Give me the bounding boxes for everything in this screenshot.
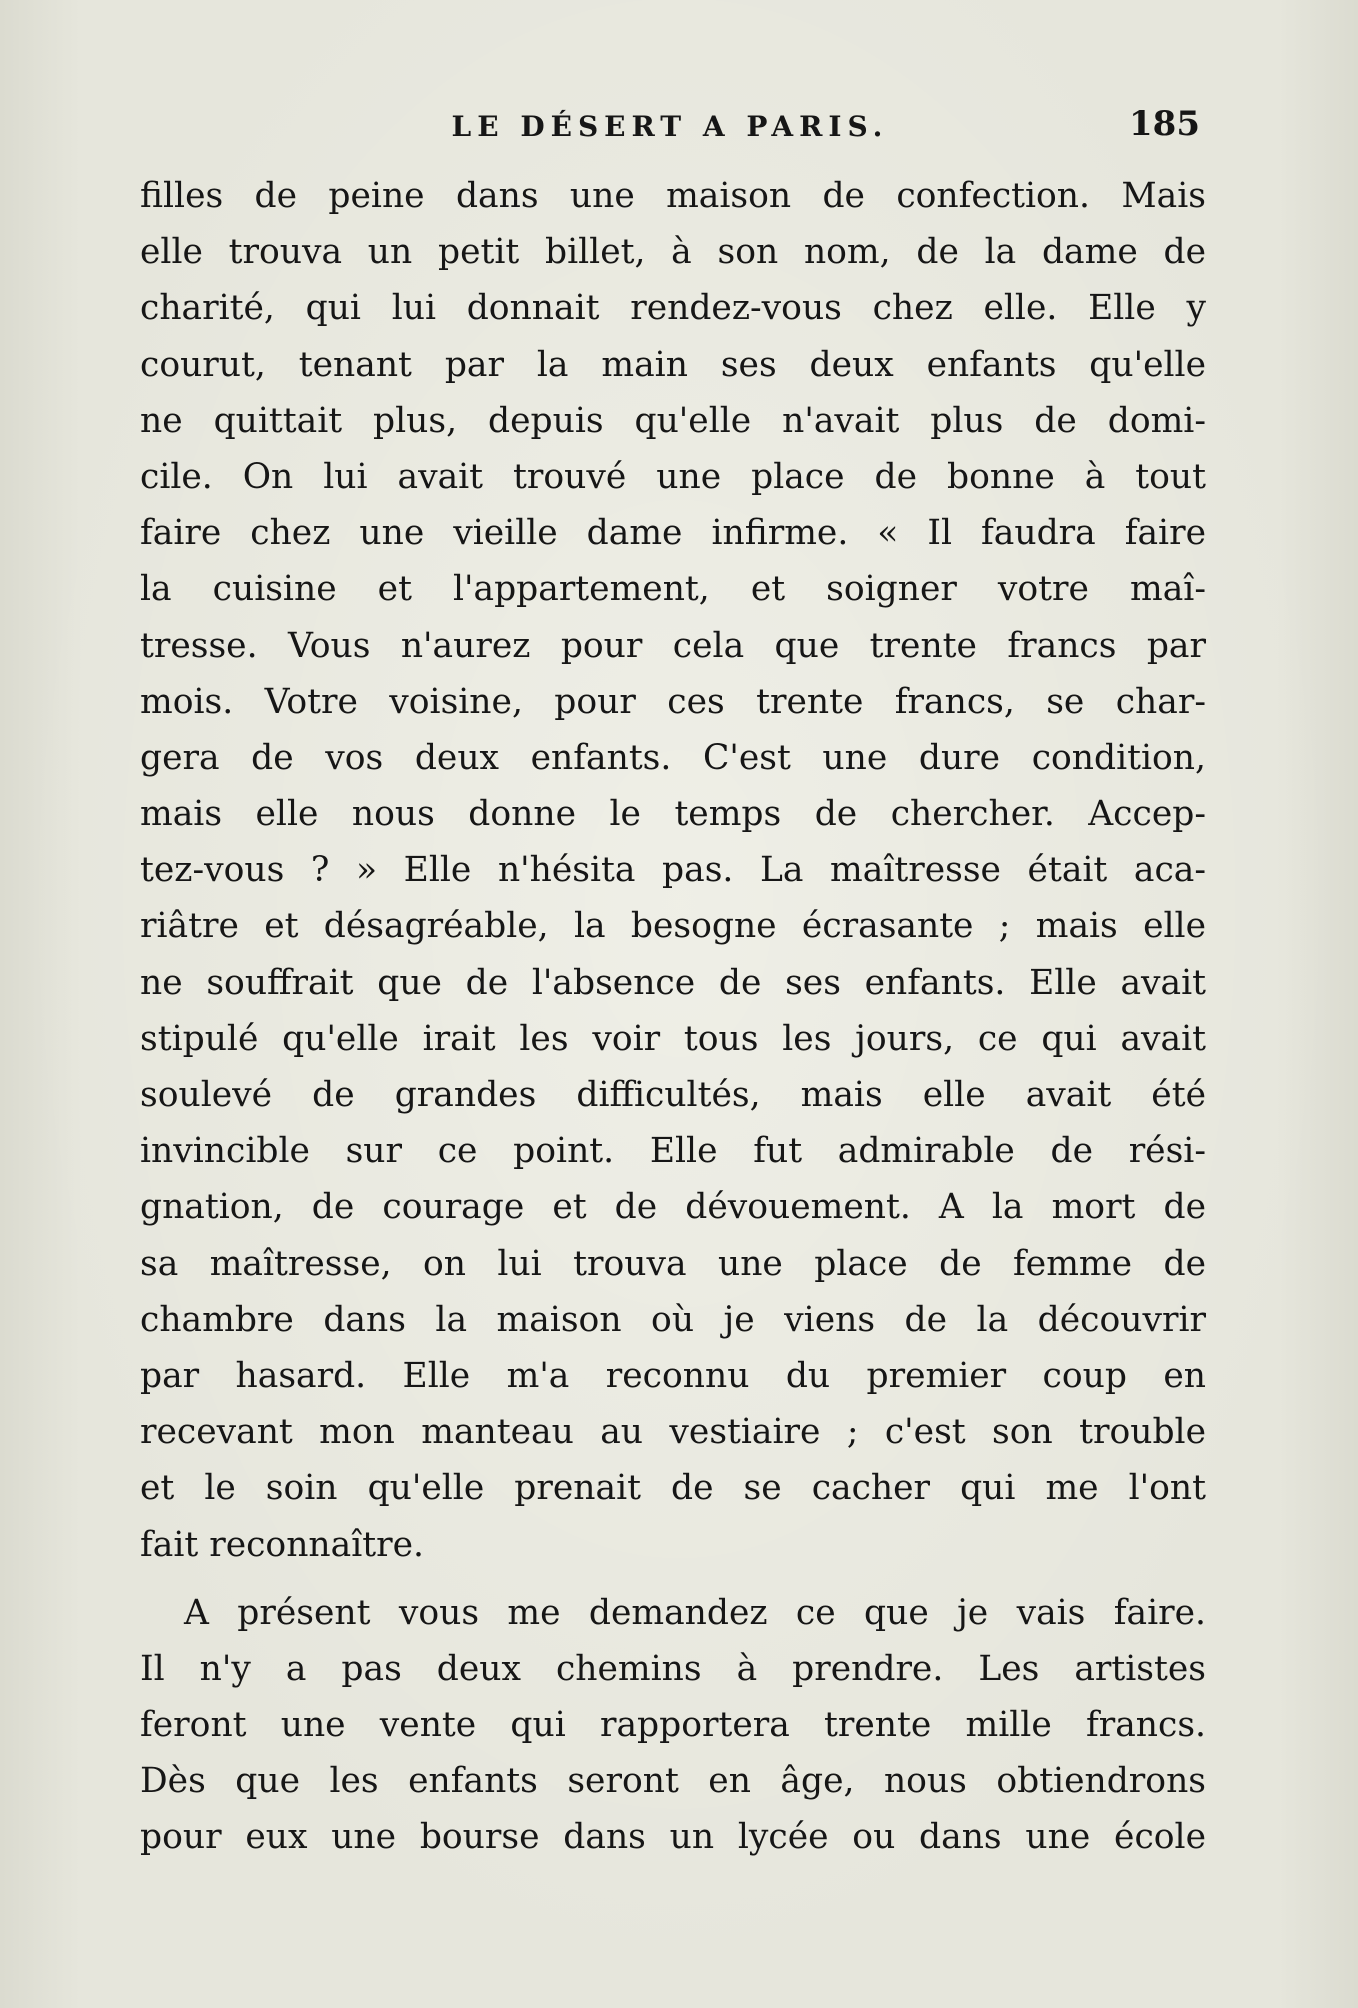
text-line: filles de peine dans une maison de confection. Mais [140,176,1206,216]
text-line: stipulé qu'elle irait les voir tous les jours, ce qui avait [140,1018,1206,1059]
text-line: recevant mon manteau au vestiaire ; c'est son trouble [140,1412,1206,1453]
text-line: mois. Votre voisine, pour ces trente francs, se char- [140,681,1206,722]
text-line: Il n'y a pas deux chemins à prendre. Les artistes [140,1648,1206,1689]
text-line: Dès que les enfants seront en âge, nous obtiendrons [140,1761,1206,1802]
text-line: riâtre et désagréable, la besogne écrasante ; mais elle [140,906,1206,947]
running-head [140,102,1200,152]
text-line: fait reconnaître. [140,1524,424,1565]
text-line: tresse. Vous n'aurez pour cela que trente francs par [140,625,1206,666]
paragraph-gap [140,1573,1206,1585]
paragraph [140,168,1206,1573]
paragraph [140,1585,1206,1866]
text-line: pour eux une bourse dans un lycée ou dans une école [140,1817,1206,1858]
text-line: feront une vente qui rapportera trente mille francs. [140,1705,1206,1746]
body-text [140,168,1206,1866]
text-line: et le soin qu'elle prenait de se cacher qui me l'ont [140,1468,1206,1509]
page-number: 185 [1129,104,1200,144]
text-line: ne souffrait que de l'absence de ses enfants. Elle avait [140,962,1206,1003]
text-line: sa maîtresse, on lui trouva une place de femme de [140,1243,1206,1284]
text-line: A présent vous me demandez ce que je vais faire. [184,1592,1206,1633]
text-line: invincible sur ce point. Elle fut admirable de rési- [140,1131,1206,1172]
text-line: ne quittait plus, depuis qu'elle n'avait plus de domi- [140,400,1206,441]
text-line: charité, qui lui donnait rendez-vous chez elle. Elle y [140,288,1206,329]
text-line: cile. On lui avait trouvé une place de bonne à tout [140,456,1206,497]
text-line: faire chez une vieille dame infirme. « Il faudra faire [140,513,1206,554]
running-title: LE DÉSERT A PARIS. [451,110,889,143]
text-line: soulevé de grandes difficultés, mais elle avait été [140,1075,1206,1115]
text-line: elle trouva un petit billet, à son nom, de la dame de [140,232,1206,273]
text-line: gera de vos deux enfants. C'est une dure condition, [140,737,1206,778]
text-line: tez-vous ? » Elle n'hésita pas. La maîtresse était aca- [140,850,1206,891]
text-line: mais elle nous donne le temps de chercher. Accep- [140,794,1206,835]
text-line: courut, tenant par la main ses deux enfants qu'elle [140,344,1206,385]
text-line: gnation, de courage et de dévouement. A la mort de [140,1187,1206,1228]
text-line: chambre dans la maison où je viens de la découvrir [140,1299,1206,1340]
text-line: par hasard. Elle m'a reconnu du premier coup en [140,1355,1206,1396]
text-line: la cuisine et l'appartement, et soigner votre maî- [140,569,1206,610]
